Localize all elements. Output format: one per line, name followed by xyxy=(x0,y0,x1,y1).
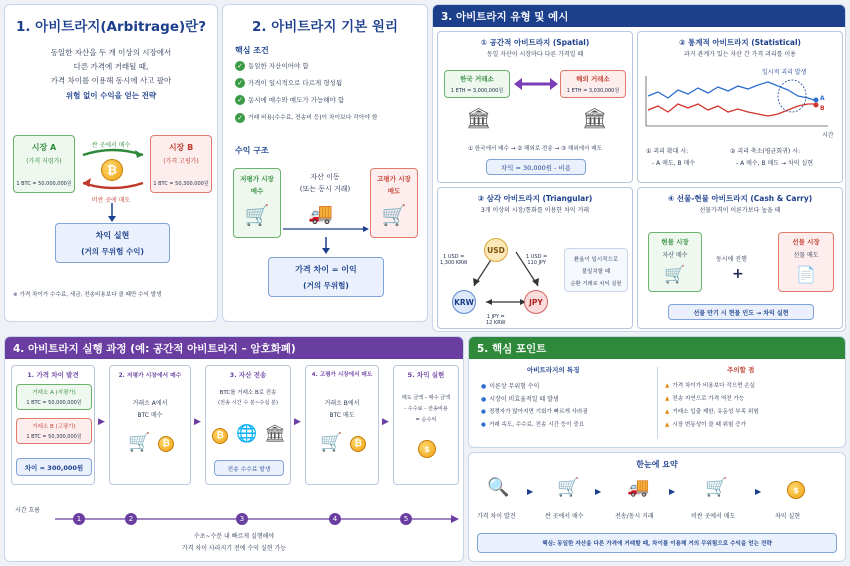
step-desc: 매도 금액 - 매수 금액 xyxy=(401,395,451,401)
cc-result: 선물 만기 시 현물 인도 → 차익 실현 xyxy=(693,310,789,317)
arrow-right-icon: ▶ xyxy=(382,417,389,427)
rate-jpy-krw: 1 JPY = 12 KRW xyxy=(486,314,506,326)
usd-node: USD xyxy=(484,238,508,262)
arrow-right-icon: ▶ xyxy=(98,417,105,427)
exchange-b-label: 거래소 B (고평가) xyxy=(32,424,76,430)
down-arrow xyxy=(321,237,331,255)
summary-step: 가격 차이 발견 xyxy=(477,513,516,520)
arrow-right-icon: ▶ xyxy=(527,487,534,496)
bank-icon: 🏛 xyxy=(264,424,286,444)
series-b-label: B xyxy=(820,105,825,112)
timeline-step: 2 xyxy=(125,513,137,525)
feature-item: ● 시장이 비효율적일 때 발생 xyxy=(481,396,559,403)
magnifier-icon: 🔍 xyxy=(487,477,510,498)
result-box xyxy=(55,223,170,263)
tri-note: 불일치할 때 xyxy=(581,269,611,275)
spatial-diff: 차익 = 30,000원 - 비용 xyxy=(500,164,572,172)
step-desc: (전송 시간 수 분~수십 분) xyxy=(217,400,279,406)
bank-icon: 🏛 xyxy=(582,106,608,130)
step1-box xyxy=(11,365,95,485)
step3-box xyxy=(205,365,291,485)
exchange-b-price: 1 BTC = 50,300,000원 xyxy=(26,434,82,440)
series-a-label: A xyxy=(820,95,825,102)
step4-box xyxy=(305,365,379,485)
bitcoin-icon: ₿ xyxy=(101,159,123,181)
feature-item: ● 이론상 무위험 수익 xyxy=(481,383,540,390)
core-summary: 핵심: 동일한 자산을 다른 가격에 거래할 때, 차이를 이용해 거의 무위험으로 수익을 얻는 전략 xyxy=(542,541,772,547)
timeline-step: 4 xyxy=(329,513,341,525)
statistical-card xyxy=(637,31,843,183)
double-arrow xyxy=(514,78,558,90)
futures-market-action: 선물 매도 xyxy=(793,252,819,259)
desc-line: 동일한 자산을 두 개 이상의 시장에서 xyxy=(50,48,172,57)
move-arrow xyxy=(283,225,369,233)
cart-icon: 🛒 xyxy=(381,203,407,227)
card-title: ① 공간적 아비트라지 (Spatial) xyxy=(480,38,590,47)
coin-stack-icon: $ xyxy=(418,440,436,458)
simultaneous-label: 동시에 진행 xyxy=(716,256,747,263)
plus-icon: + xyxy=(732,266,744,282)
move-sub: (또는 동시 거래) xyxy=(299,185,351,193)
divider xyxy=(657,367,658,439)
condition-item: ✓ 거래 비용(수수료, 전송비 등)이 차이보다 작아야 함 xyxy=(235,112,377,123)
korea-exchange-price: 1 ETH = 3,000,000원 xyxy=(450,88,504,94)
exchange-b-box xyxy=(16,418,92,444)
step-desc: BTC 매수 xyxy=(137,412,163,419)
risk-item: ▲ 가격 차이가 비용보다 작으면 손실 xyxy=(665,383,756,389)
core-summary-box xyxy=(477,533,837,553)
overseas-exchange-box xyxy=(560,70,626,98)
timeline-step: 1 xyxy=(73,513,85,525)
step-title: 2. 저평가 시장에서 매수 xyxy=(118,373,182,379)
cc-result-box xyxy=(668,304,814,320)
profit-title: 가격 차이 = 이익 xyxy=(295,265,357,274)
bitcoin-icon: ₿ xyxy=(350,436,366,452)
stat-case1-action: - A 매도, B 매수 xyxy=(652,160,696,167)
section-header: 5. 핵심 포인트 xyxy=(469,337,845,359)
high-market-label: 고평가 시장 xyxy=(377,175,411,183)
exchange-a-price: 1 BTC = 50,000,000원 xyxy=(26,400,82,406)
panel-key-points xyxy=(468,336,846,448)
card-sub: 3개 이상의 시장/통화를 이용한 차익 거래 xyxy=(480,207,590,214)
arrow-right-icon: ▶ xyxy=(755,487,762,496)
bitcoin-icon: ₿ xyxy=(158,436,174,452)
jpy-node: JPY xyxy=(524,290,548,314)
futures-market-label: 선물 시장 xyxy=(792,238,820,246)
arrow-right-icon: ▶ xyxy=(669,487,676,496)
summary-step: 싼 곳에서 매수 xyxy=(545,513,584,520)
step-title: 1. 가격 차이 발견 xyxy=(27,371,79,379)
rate-usd-krw: 1 USD = 1,300 KRW xyxy=(440,254,468,266)
futures-market-box xyxy=(778,232,834,292)
down-arrow xyxy=(107,203,117,223)
step-desc: BTC를 거래소 B로 전송 xyxy=(219,390,277,396)
timeline-step: 3 xyxy=(236,513,248,525)
truck-icon: 🚚 xyxy=(627,477,650,498)
risks-title: 주의할 점 xyxy=(727,366,755,374)
cart-icon: 🛒 xyxy=(664,265,686,285)
cart-icon: 🛒 xyxy=(320,432,343,453)
step-title: 3. 자산 전송 xyxy=(229,371,267,379)
panel-arbitrage-types xyxy=(432,4,846,332)
card-sub: 선물가격이 이론가보다 높을 때 xyxy=(699,207,781,214)
document-chart-icon: 📄 xyxy=(796,265,816,284)
spread-chart xyxy=(644,74,838,132)
desc-line: 다른 가격에 거래될 때, xyxy=(73,62,149,71)
step-desc: = 순수익 xyxy=(415,417,437,423)
summary-title: 한눈에 요약 xyxy=(636,460,678,469)
step-desc: 거래소 A에서 xyxy=(132,400,168,407)
summary-step: 차익 실현 xyxy=(775,513,801,520)
summary-step: 전송/동시 거래 xyxy=(615,513,654,520)
overseas-exchange-price: 1 ETH = 3,030,000원 xyxy=(566,88,620,94)
rate-usd-jpy: 1 USD = 110 JPY xyxy=(526,254,548,266)
card-title: ③ 삼각 아비트라지 (Triangular) xyxy=(477,194,593,203)
cart-icon: 🛒 xyxy=(128,432,151,453)
timeline-line xyxy=(55,515,459,523)
spatial-card xyxy=(437,31,633,183)
card-title: ④ 선물-현물 아비트라지 (Cash & Carry) xyxy=(667,194,813,203)
feature-item: ● 경쟁자가 많아지면 기회가 빠르게 사라짐 xyxy=(481,409,588,415)
korea-exchange-label: 한국 거래소 xyxy=(460,75,494,83)
warning-icon: ▲ xyxy=(665,422,670,428)
market-b-price: 1 BTC = 50,300,000원 xyxy=(153,181,209,187)
exchange-a-label: 거래소 A (저평가) xyxy=(32,390,76,396)
arrow-right-icon: ▶ xyxy=(194,417,201,427)
step-desc: 거래소 B에서 xyxy=(324,400,360,407)
tri-note: 환율이 일시적으로 xyxy=(573,257,619,263)
buy-label: 싼 곳에서 매수 xyxy=(91,142,131,149)
market-b-sub: (가격 고평가) xyxy=(163,158,199,165)
korea-exchange-box xyxy=(444,70,510,98)
panel-summary xyxy=(468,452,846,562)
stat-case2: ② 괴리 축소(평균회귀) 시: xyxy=(730,148,800,155)
arrow-right-icon: ▶ xyxy=(294,417,301,427)
panel-execution-process xyxy=(4,336,464,562)
stat-case2-action: - A 매수, B 매도 → 차익 실현 xyxy=(736,160,814,167)
card-sub: 동일 자산이 시장마다 다른 가격일 때 xyxy=(486,51,584,58)
card-sub: 과거 관계가 있는 자산 간 가격 괴리를 이용 xyxy=(684,51,796,58)
step5-box xyxy=(393,365,459,485)
condition-item: ✓ 동시에 매수와 매도가 가능해야 함 xyxy=(235,95,344,105)
risk-item: ▲ 거래소 입출 제한, 유동성 부족 위험 xyxy=(665,409,759,415)
spatial-diff-box xyxy=(486,159,586,175)
market-b-label: 시장 B xyxy=(168,143,194,152)
desc-highlight: 위험 없이 수익을 얻는 전략 xyxy=(65,91,157,100)
conditions-title: 핵심 조건 xyxy=(235,46,269,55)
spot-market-box xyxy=(648,232,702,292)
triangular-card xyxy=(437,187,633,329)
condition-item: ✓ 가격이 일시적으로 다르게 형성됨 xyxy=(235,78,342,88)
profit-box xyxy=(268,257,384,297)
market-a-price: 1 BTC = 50,000,000원 xyxy=(16,181,72,187)
diff-value: 차이 = 300,000원 xyxy=(24,464,84,472)
step-desc: - 수수료 - 전송비용 xyxy=(404,406,448,412)
timeline-note: 수초~수분 내 빠르게 실행해야 xyxy=(193,533,275,540)
timeline-note: 가격 차이 사라지기 전에 수익 실현 가능 xyxy=(181,545,287,552)
step-title: 4. 고평가 시장에서 매도 xyxy=(311,372,373,378)
section-header: 4. 아비트라지 실행 과정 (예: 공간적 아비트라지 – 암호화폐) xyxy=(5,337,463,359)
risk-item: ▲ 시장 변동성이 클 때 위험 증가 xyxy=(665,422,747,428)
cart-icon: 🛒 xyxy=(244,203,270,227)
result-title: 차익 실현 xyxy=(95,231,130,240)
panel-basic-principle xyxy=(222,4,428,322)
feature-item: ● 거래 속도, 수수료, 전송 시간 등이 중요 xyxy=(481,422,585,428)
low-market-action: 매수 xyxy=(250,187,264,195)
spatial-flow: ① 한국에서 매수 → ② 해외로 전송 → ③ 해외에서 매도 xyxy=(467,146,603,152)
condition-item: ✓ 동일한 자산이어야 함 xyxy=(235,61,309,71)
overseas-exchange-label: 해외 거래소 xyxy=(576,75,610,83)
desc-line: 가격 차이를 이용해 동시에 사고 팔아 xyxy=(50,76,172,85)
summary-step: 비싼 곳에서 매도 xyxy=(691,513,736,520)
tri-note: 순환 거래로 차익 실현 xyxy=(570,281,622,287)
timeline-step: 5 xyxy=(400,513,412,525)
step2-box xyxy=(109,365,191,485)
cart-icon: 🛒 xyxy=(557,477,580,498)
section-title: 1. 아비트라지(Arbitrage)란? xyxy=(15,19,207,35)
warning-icon: ▲ xyxy=(665,383,670,389)
step-desc: BTC 매도 xyxy=(329,412,355,419)
gap-label: 일시적 괴리 발생 xyxy=(762,69,807,76)
profit-sub: (거의 무위험) xyxy=(303,281,349,290)
section-header: 3. 아비트라지 유형 및 예시 xyxy=(433,5,845,27)
arrow-right-icon: ▶ xyxy=(595,487,602,496)
transfer-fee-box xyxy=(214,460,284,476)
spot-market-action: 자산 매수 xyxy=(662,252,688,259)
truck-icon: 🚚 xyxy=(308,201,333,225)
move-label: 자산 이동 xyxy=(310,173,340,181)
timeline-label: 시간 흐름 xyxy=(15,507,41,514)
triangular-note-box xyxy=(564,248,628,292)
structure-title: 수익 구조 xyxy=(235,146,269,155)
time-axis-label: 시간 xyxy=(822,132,834,139)
panel-arbitrage-definition xyxy=(4,4,218,322)
warning-icon: ▲ xyxy=(665,409,670,415)
footnote: ※ 가격 차이가 수수료, 세금, 전송비용보다 클 때만 수익 발생 xyxy=(13,292,162,298)
risk-item: ▲ 전송 지연으로 가격 역전 가능 xyxy=(665,396,745,402)
spot-market-label: 현물 시장 xyxy=(661,238,689,246)
result-sub: (거의 무위험 수익) xyxy=(81,247,144,256)
section-title: 2. 아비트라지 기본 원리 xyxy=(252,19,398,35)
card-title: ② 통계적 아비트라지 (Statistical) xyxy=(679,38,801,47)
diff-box xyxy=(16,458,92,476)
stat-case1: ① 괴리 확대 시: xyxy=(646,148,689,155)
exchange-a-box xyxy=(16,384,92,410)
bitcoin-icon: ₿ xyxy=(212,428,228,444)
cash-carry-card xyxy=(637,187,843,329)
krw-node: KRW xyxy=(452,290,476,314)
market-a-sub: (가격 저렴가) xyxy=(26,158,62,165)
transfer-fee: 전송 수수료 발생 xyxy=(227,467,271,473)
high-market-box xyxy=(370,168,418,238)
low-market-label: 저평가 시장 xyxy=(240,175,274,183)
sell-label: 비싼 곳에 매도 xyxy=(91,197,131,204)
step-title: 5. 차익 실현 xyxy=(407,371,445,379)
coin-stack-icon: $ xyxy=(787,481,805,499)
globe-icon: 🌐 xyxy=(236,424,258,444)
cart-icon: 🛒 xyxy=(705,477,728,498)
warning-icon: ▲ xyxy=(665,396,670,402)
market-a-label: 시장 A xyxy=(31,143,57,152)
high-market-action: 매도 xyxy=(387,187,401,195)
bank-icon: 🏛 xyxy=(466,106,492,130)
features-title: 아비트라지의 특징 xyxy=(527,366,580,374)
